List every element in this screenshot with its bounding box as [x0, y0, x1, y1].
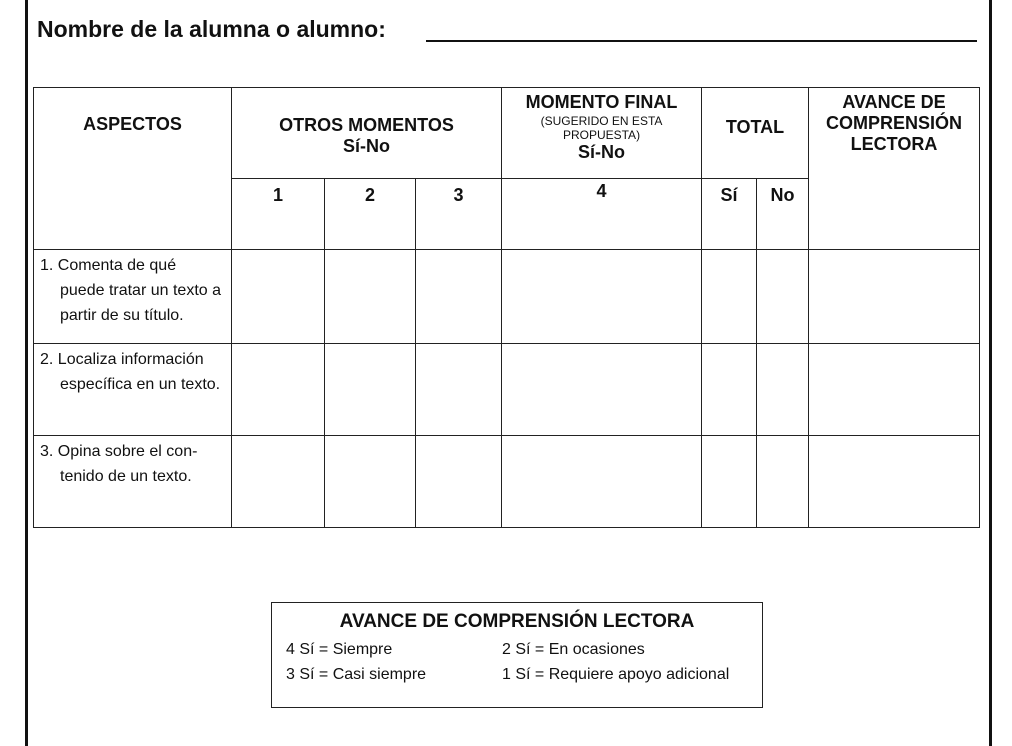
student-name-line: [426, 40, 977, 42]
check-cell[interactable]: [702, 250, 757, 344]
avance-cell[interactable]: [809, 250, 980, 344]
check-cell[interactable]: [416, 250, 502, 344]
check-cell[interactable]: [502, 250, 702, 344]
legend-item: 1 Sí = Requiere apoyo adicional: [502, 666, 730, 683]
header-total: TOTAL: [702, 88, 809, 179]
subcol-4: 4: [502, 179, 702, 250]
header-final-sub: Sí-No: [578, 142, 625, 162]
header-final-label: MOMENTO FINAL: [525, 92, 678, 112]
header-final-note: (SUGERIDO EN ESTA PROPUESTA): [540, 114, 663, 142]
aspect-text: 2. Localiza información específica en un texto.: [40, 351, 221, 393]
subcol-3: 3: [416, 179, 502, 250]
check-cell[interactable]: [325, 436, 416, 528]
check-cell[interactable]: [702, 344, 757, 436]
header-momento-final: [502, 88, 702, 179]
subcol-2: 2: [325, 179, 416, 250]
legend-title: AVANCE DE COMPRENSIÓN LECTORA: [339, 611, 695, 632]
header-avance: AVANCE DE COMPRENSIÓN LECTORA: [809, 88, 980, 250]
subcol-si: Sí: [702, 179, 757, 250]
header-otros-sub: Sí-No: [343, 136, 390, 156]
check-cell[interactable]: [757, 344, 809, 436]
check-cell[interactable]: [232, 250, 325, 344]
check-cell[interactable]: [325, 250, 416, 344]
header-aspectos: ASPECTOS: [34, 88, 232, 250]
legend-item: 3 Sí = Casi siempre: [286, 666, 427, 683]
table-row: [34, 250, 980, 344]
legend-item: 2 Sí = En ocasiones: [502, 641, 645, 658]
aspect-cell: [34, 436, 232, 528]
aspect-cell: [34, 344, 232, 436]
avance-cell[interactable]: [809, 436, 980, 528]
check-cell[interactable]: [325, 344, 416, 436]
page-border-right: [989, 0, 992, 746]
avance-cell[interactable]: [809, 344, 980, 436]
check-cell[interactable]: [416, 344, 502, 436]
student-name-label: Nombre de la alumna o alumno:: [37, 16, 386, 42]
subcol-no: No: [757, 179, 809, 250]
legend-item: 4 Sí = Siempre: [286, 641, 393, 658]
header-otros-momentos: [232, 88, 502, 179]
subcol-1: 1: [232, 179, 325, 250]
student-name-row: [37, 14, 977, 46]
check-cell[interactable]: [702, 436, 757, 528]
check-cell[interactable]: [232, 436, 325, 528]
check-cell[interactable]: [757, 250, 809, 344]
check-cell[interactable]: [502, 436, 702, 528]
legend-box: [271, 602, 763, 708]
aspect-text: 1. Comenta de qué puede tratar un texto a partir de su título.: [40, 257, 221, 324]
check-cell[interactable]: [757, 436, 809, 528]
check-cell[interactable]: [502, 344, 702, 436]
table-row: [34, 344, 980, 436]
page-border-left: [25, 0, 28, 746]
table-row: [34, 436, 980, 528]
evaluation-table: [33, 87, 980, 528]
aspect-cell: [34, 250, 232, 344]
check-cell[interactable]: [232, 344, 325, 436]
header-otros-label: OTROS MOMENTOS: [279, 115, 454, 135]
check-cell[interactable]: [416, 436, 502, 528]
aspect-text: 3. Opina sobre el con-tenido de un texto.: [40, 443, 198, 485]
